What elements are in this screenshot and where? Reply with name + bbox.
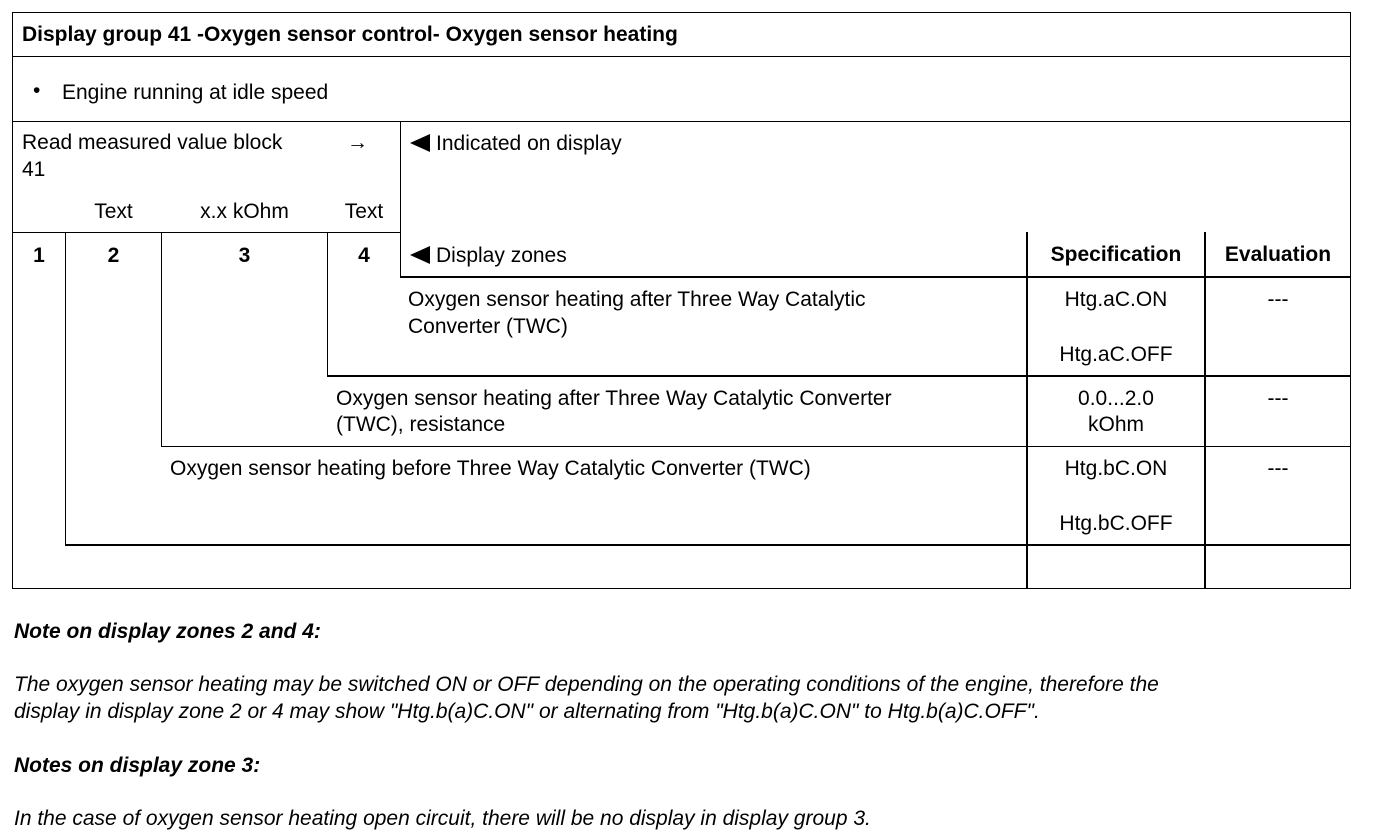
row-zone2-description: Oxygen sensor heating before Three Way Catalytic Converter (TWC) <box>170 457 811 480</box>
table-left-border <box>12 12 13 589</box>
row-zone4-evaluation: --- <box>1267 288 1289 311</box>
read-block-label: Read measured value block <box>22 131 283 154</box>
row-zone4-spec-on: Htg.aC.ON <box>1064 288 1168 311</box>
left-triangle-icon <box>410 134 430 152</box>
row-zone4-description-line1: Oxygen sensor heating after Three Way Catalytic <box>408 288 866 311</box>
right-arrow-icon: → <box>347 131 368 154</box>
row-zone3-spec-unit: kOhm <box>1087 413 1144 436</box>
unit-zone-2: Text <box>94 200 133 223</box>
zone-number-1: 1 <box>33 244 45 267</box>
row-separator <box>161 446 1351 447</box>
row-zone3-evaluation: --- <box>1267 387 1289 410</box>
table-bottom-border <box>12 588 1351 589</box>
row-zone3-spec-range: 0.0...2.0 <box>1078 387 1154 410</box>
note-paragraph-zone-3: In the case of oxygen sensor heating open circuit, there will be no display in display group 3. <box>14 807 871 830</box>
divider <box>12 232 401 233</box>
row-zone2-spec-off: Htg.bC.OFF <box>1059 512 1173 535</box>
divider <box>400 121 401 278</box>
block-number: 41 <box>22 158 46 181</box>
left-triangle-icon <box>410 246 430 264</box>
row-separator <box>65 544 1351 546</box>
row-zone2-evaluation: --- <box>1267 457 1289 480</box>
divider <box>400 276 1351 278</box>
table-title: Display group 41 -Oxygen sensor control- Oxygen sensor heating <box>22 23 678 46</box>
note-paragraph-line2: display in display zone 2 or 4 may show "Htg.b(a)C.ON" or alternating from "Htg.b(a)C.ON" to Htg.b(a)C.OFF". <box>14 700 1040 723</box>
zone-number-3: 3 <box>238 244 251 267</box>
note-heading-zones-2-4: Note on display zones 2 and 4: <box>14 620 321 643</box>
note-heading-zone-3: Notes on display zone 3: <box>14 754 261 777</box>
display-zones-header <box>410 243 567 269</box>
row-zone3-description-line1: Oxygen sensor heating after Three Way Catalytic Converter <box>336 387 892 410</box>
evaluation-header: Evaluation <box>1224 243 1332 266</box>
display-zones-label: Display zones <box>436 244 567 267</box>
row-zone3-description-line2: (TWC), resistance <box>336 413 506 436</box>
unit-zone-3: x.x kOhm <box>200 200 289 223</box>
row-zone2-spec-on: Htg.bC.ON <box>1064 457 1168 480</box>
table-top-border <box>12 12 1351 13</box>
condition-text: Engine running at idle speed <box>62 81 329 104</box>
unit-zone-4: Text <box>344 200 384 223</box>
row-zone4-spec-off: Htg.aC.OFF <box>1059 343 1173 366</box>
bullet-icon: • <box>33 79 41 102</box>
indicated-on-display <box>410 131 622 157</box>
zone-number-4: 4 <box>358 244 370 267</box>
divider <box>12 121 1351 122</box>
zone-1-2-divider <box>65 232 66 546</box>
divider <box>12 56 1351 57</box>
row-zone4-description-line2: Converter (TWC) <box>408 315 568 338</box>
zone-number-2: 2 <box>107 244 120 267</box>
indicated-on-display-label: Indicated on display <box>436 132 622 155</box>
note-paragraph-line1: The oxygen sensor heating may be switched ON or OFF depending on the operating conditions of the engine, therefore the <box>14 673 1159 696</box>
table-right-border <box>1350 12 1351 589</box>
specification-header: Specification <box>1050 243 1182 266</box>
row-separator <box>327 375 1351 377</box>
